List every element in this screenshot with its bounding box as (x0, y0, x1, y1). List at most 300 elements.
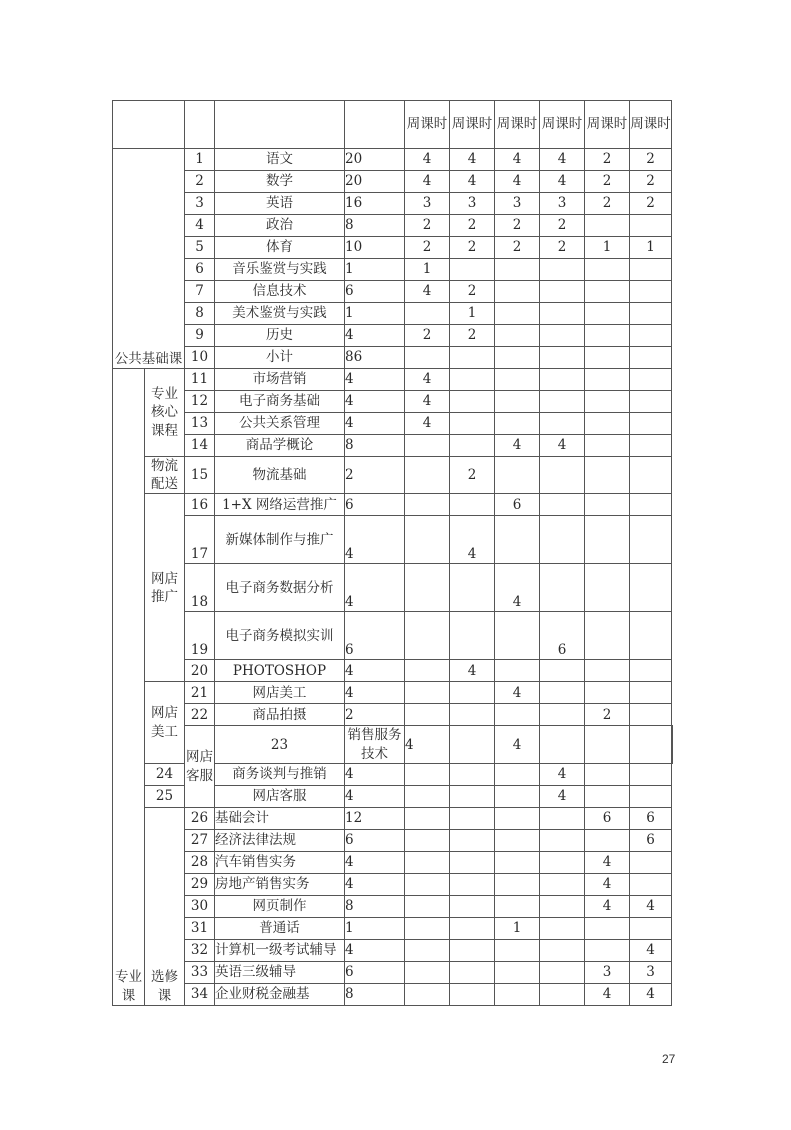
week-hours-value (540, 369, 585, 391)
total-hours: 4 (345, 369, 405, 391)
week-hours-value (450, 369, 495, 391)
week-hours-value: 2 (585, 193, 630, 215)
course-name: 英语 (215, 193, 345, 215)
category-cell: 公共基础课 (113, 149, 185, 369)
week-hours-value (540, 303, 585, 325)
week-hours-value (585, 215, 630, 237)
table-row (113, 325, 673, 347)
table-row (113, 983, 673, 1005)
total-hours: 6 (345, 829, 405, 851)
course-number: 9 (185, 325, 215, 347)
course-name: 汽车销售实务 (215, 851, 345, 873)
week-hours-value: 4 (630, 895, 672, 917)
page-number: 27 (662, 1052, 676, 1066)
total-hours: 6 (345, 961, 405, 983)
course-name: 商务谈判与推销 (215, 763, 345, 785)
course-number: 32 (185, 939, 215, 961)
week-hours-value (585, 516, 630, 564)
week-hours-value: 4 (540, 785, 585, 807)
table-row (113, 660, 673, 682)
subcategory-cell: 选修课 (145, 807, 185, 1005)
week-hours-value (540, 807, 585, 829)
course-number: 21 (185, 682, 215, 704)
week-hours-value (540, 939, 585, 961)
week-hours-value (630, 763, 672, 785)
week-hours-value (585, 939, 630, 961)
course-name: 网店美工 (215, 682, 345, 704)
week-hours-value (540, 347, 585, 369)
week-hours-value (405, 435, 450, 457)
week-hours-value (630, 917, 672, 939)
week-hours-value (495, 807, 540, 829)
header-row (113, 101, 673, 149)
category-cell: 专业课 (113, 369, 145, 1006)
week-hours-value: 3 (495, 193, 540, 215)
total-hours: 4 (345, 851, 405, 873)
week-hours-value: 3 (630, 961, 672, 983)
week-hours-value (405, 851, 450, 873)
total-hours: 12 (345, 807, 405, 829)
total-hours: 4 (345, 325, 405, 347)
week-hours-value (450, 347, 495, 369)
course-number: 1 (185, 149, 215, 171)
week-hours-value: 4 (405, 391, 450, 413)
week-hours-value (450, 612, 495, 660)
week-hours-value: 6 (540, 612, 585, 660)
week-hours-value (450, 564, 495, 612)
course-number: 26 (185, 807, 215, 829)
week-hours-value: 4 (495, 682, 540, 704)
week-hours-value (630, 325, 672, 347)
week-hours-value (540, 851, 585, 873)
table-row (113, 347, 673, 369)
header-week-hours: 周课时 (585, 101, 630, 149)
header-week-hours: 周课时 (495, 101, 540, 149)
total-hours: 1 (345, 917, 405, 939)
table-row (113, 413, 673, 435)
week-hours-value: 4 (405, 149, 450, 171)
week-hours-value (630, 391, 672, 413)
week-hours-value (630, 851, 672, 873)
week-hours-value (450, 939, 495, 961)
course-number: 3 (185, 193, 215, 215)
week-hours-value (630, 259, 672, 281)
total-hours: 4 (405, 726, 450, 763)
week-hours-value: 2 (495, 237, 540, 259)
week-hours-value (405, 785, 450, 807)
week-hours-value: 4 (495, 149, 540, 171)
course-number: 5 (185, 237, 215, 259)
week-hours-value (450, 435, 495, 457)
course-name: 网页制作 (215, 895, 345, 917)
week-hours-value (450, 873, 495, 895)
total-hours: 6 (345, 494, 405, 516)
week-hours-value (450, 726, 495, 763)
week-hours-value (450, 763, 495, 785)
week-hours-value (540, 873, 585, 895)
week-hours-value (405, 961, 450, 983)
total-hours: 1 (345, 259, 405, 281)
week-hours-value (495, 785, 540, 807)
course-number: 12 (185, 391, 215, 413)
week-hours-value (540, 516, 585, 564)
header-category (113, 101, 185, 149)
week-hours-value (540, 895, 585, 917)
table-row (113, 303, 673, 325)
course-name: 电子商务数据分析 (215, 564, 345, 612)
course-name: 音乐鉴赏与实践 (215, 259, 345, 281)
week-hours-value (540, 325, 585, 347)
course-name: 美术鉴赏与实践 (215, 303, 345, 325)
week-hours-value (585, 325, 630, 347)
week-hours-value: 4 (450, 660, 495, 682)
week-hours-value: 4 (585, 983, 630, 1005)
course-number: 22 (185, 704, 215, 726)
total-hours: 4 (345, 939, 405, 961)
week-hours-value: 4 (585, 873, 630, 895)
header-no (185, 101, 215, 149)
course-number: 11 (185, 369, 215, 391)
week-hours-value: 2 (450, 281, 495, 303)
week-hours-value: 4 (405, 281, 450, 303)
course-number: 29 (185, 873, 215, 895)
week-hours-value (630, 660, 672, 682)
course-name: 1+X 网络运营推广 (215, 494, 345, 516)
course-number: 10 (185, 347, 215, 369)
week-hours-value (405, 704, 450, 726)
course-name: 英语三级辅导 (215, 961, 345, 983)
week-hours-value: 2 (450, 457, 495, 494)
week-hours-value: 1 (495, 917, 540, 939)
week-hours-value: 2 (630, 149, 672, 171)
week-hours-value: 1 (450, 303, 495, 325)
total-hours: 86 (345, 347, 405, 369)
week-hours-value (540, 494, 585, 516)
week-hours-value (585, 369, 630, 391)
week-hours-value: 1 (585, 237, 630, 259)
week-hours-value (540, 682, 585, 704)
header-course (215, 101, 345, 149)
week-hours-value (495, 325, 540, 347)
week-hours-value: 4 (630, 939, 672, 961)
week-hours-value: 4 (495, 726, 540, 763)
week-hours-value (630, 704, 672, 726)
week-hours-value (540, 704, 585, 726)
week-hours-value: 2 (585, 171, 630, 193)
table-row (113, 281, 673, 303)
week-hours-value: 2 (450, 215, 495, 237)
table-row (113, 435, 673, 457)
week-hours-value: 2 (630, 193, 672, 215)
week-hours-value: 4 (495, 564, 540, 612)
week-hours-value (630, 785, 672, 807)
week-hours-value: 3 (405, 193, 450, 215)
week-hours-value (495, 391, 540, 413)
week-hours-value (585, 829, 630, 851)
total-hours: 2 (345, 704, 405, 726)
total-hours: 4 (345, 785, 405, 807)
week-hours-value: 4 (630, 983, 672, 1005)
total-hours: 4 (345, 873, 405, 895)
course-name: 销售服务技术 (345, 726, 405, 763)
week-hours-value: 4 (540, 171, 585, 193)
course-hours-table (112, 100, 673, 1006)
week-hours-value (630, 369, 672, 391)
week-hours-value: 4 (405, 369, 450, 391)
course-number: 14 (185, 435, 215, 457)
subcategory-cell: 专业核心课程 (145, 369, 185, 457)
course-name: 语文 (215, 149, 345, 171)
week-hours-value (495, 983, 540, 1005)
week-hours-value (495, 939, 540, 961)
week-hours-value: 4 (585, 895, 630, 917)
week-hours-value (630, 413, 672, 435)
week-hours-value (405, 939, 450, 961)
week-hours-value: 2 (450, 237, 495, 259)
week-hours-value (585, 917, 630, 939)
week-hours-value: 2 (405, 237, 450, 259)
table-row (113, 564, 673, 612)
course-name: 计算机一级考试辅导 (215, 939, 345, 961)
week-hours-value: 4 (450, 171, 495, 193)
table-row (113, 149, 673, 171)
week-hours-value (495, 829, 540, 851)
course-number: 31 (185, 917, 215, 939)
table-row (113, 873, 673, 895)
week-hours-value (540, 961, 585, 983)
table-row (113, 494, 673, 516)
week-hours-value (495, 457, 540, 494)
week-hours-value (405, 873, 450, 895)
course-number: 7 (185, 281, 215, 303)
week-hours-value (585, 259, 630, 281)
course-number: 33 (185, 961, 215, 983)
week-hours-value (495, 873, 540, 895)
total-hours: 4 (345, 391, 405, 413)
course-name: 小计 (215, 347, 345, 369)
table-row (113, 457, 673, 494)
course-number: 24 (145, 763, 185, 785)
week-hours-value (630, 516, 672, 564)
week-hours-value (540, 564, 585, 612)
table-body (113, 101, 673, 1006)
total-hours: 4 (345, 516, 405, 564)
week-hours-value: 3 (540, 193, 585, 215)
total-hours: 6 (345, 281, 405, 303)
course-number: 15 (185, 457, 215, 494)
course-name: 公共关系管理 (215, 413, 345, 435)
week-hours-value (540, 281, 585, 303)
week-hours-value (495, 303, 540, 325)
table-row (113, 704, 673, 726)
table-row (113, 612, 673, 660)
table-row (113, 807, 673, 829)
week-hours-value (450, 851, 495, 873)
week-hours-value: 1 (630, 237, 672, 259)
course-name: 历史 (215, 325, 345, 347)
total-hours: 16 (345, 193, 405, 215)
week-hours-value (450, 895, 495, 917)
course-name: 电子商务基础 (215, 391, 345, 413)
table-row (113, 193, 673, 215)
week-hours-value (540, 726, 585, 763)
course-number: 20 (185, 660, 215, 682)
course-name: 市场营销 (215, 369, 345, 391)
course-name: 普通话 (215, 917, 345, 939)
table-row (113, 726, 673, 763)
week-hours-value (540, 413, 585, 435)
course-number: 19 (185, 612, 215, 660)
week-hours-value: 4 (405, 171, 450, 193)
week-hours-value (495, 347, 540, 369)
week-hours-value (672, 726, 673, 763)
week-hours-value (630, 612, 672, 660)
total-hours: 4 (345, 682, 405, 704)
week-hours-value (450, 494, 495, 516)
course-name: 基础会计 (215, 807, 345, 829)
week-hours-value (495, 704, 540, 726)
week-hours-value: 2 (450, 325, 495, 347)
week-hours-value (585, 785, 630, 807)
week-hours-value: 2 (540, 237, 585, 259)
course-name: 企业财税金融基 (215, 983, 345, 1005)
week-hours-value: 4 (585, 851, 630, 873)
table-row (113, 516, 673, 564)
week-hours-value (450, 704, 495, 726)
week-hours-value (495, 369, 540, 391)
week-hours-value (630, 347, 672, 369)
week-hours-value (585, 281, 630, 303)
week-hours-value (585, 391, 630, 413)
table-row (113, 961, 673, 983)
total-hours: 1 (345, 303, 405, 325)
header-week-hours: 周课时 (540, 101, 585, 149)
week-hours-value (585, 612, 630, 660)
week-hours-value (450, 259, 495, 281)
header-week-hours: 周课时 (405, 101, 450, 149)
week-hours-value: 6 (495, 494, 540, 516)
course-number: 28 (185, 851, 215, 873)
week-hours-value (585, 435, 630, 457)
week-hours-value (630, 457, 672, 494)
week-hours-value (540, 391, 585, 413)
week-hours-value: 3 (450, 193, 495, 215)
course-name: 房地产销售实务 (215, 873, 345, 895)
week-hours-value (405, 895, 450, 917)
week-hours-value: 6 (630, 807, 672, 829)
week-hours-value (585, 763, 630, 785)
week-hours-value: 3 (585, 961, 630, 983)
week-hours-value (405, 612, 450, 660)
week-hours-value (450, 807, 495, 829)
week-hours-value: 4 (540, 435, 585, 457)
course-name: 物流基础 (215, 457, 345, 494)
course-name: 信息技术 (215, 281, 345, 303)
course-name: 电子商务模拟实训 (215, 612, 345, 660)
week-hours-value (450, 413, 495, 435)
table-row (113, 939, 673, 961)
course-name: 经济法律法规 (215, 829, 345, 851)
table-row (113, 259, 673, 281)
week-hours-value: 2 (540, 215, 585, 237)
course-name: 商品学概论 (215, 435, 345, 457)
header-week-hours: 周课时 (450, 101, 495, 149)
week-hours-value (585, 303, 630, 325)
week-hours-value (495, 413, 540, 435)
table-row (113, 215, 673, 237)
week-hours-value (405, 516, 450, 564)
week-hours-value (405, 457, 450, 494)
week-hours-value (630, 303, 672, 325)
table-row (113, 829, 673, 851)
table-row (113, 682, 673, 704)
week-hours-value (630, 873, 672, 895)
course-number: 27 (185, 829, 215, 851)
week-hours-value (585, 682, 630, 704)
table-row (113, 895, 673, 917)
week-hours-value (495, 281, 540, 303)
header-total (345, 101, 405, 149)
subcategory-cell: 网店客服 (185, 726, 215, 807)
total-hours: 8 (345, 215, 405, 237)
week-hours-value (405, 564, 450, 612)
week-hours-value (495, 259, 540, 281)
week-hours-value (630, 281, 672, 303)
course-number: 30 (185, 895, 215, 917)
subcategory-cell: 网店美工 (145, 682, 185, 763)
course-number: 13 (185, 413, 215, 435)
table-row (113, 369, 673, 391)
week-hours-value (450, 961, 495, 983)
week-hours-value (540, 457, 585, 494)
week-hours-value (585, 457, 630, 494)
week-hours-value (585, 564, 630, 612)
total-hours: 8 (345, 435, 405, 457)
course-number: 6 (185, 259, 215, 281)
week-hours-value (585, 660, 630, 682)
week-hours-value (405, 829, 450, 851)
week-hours-value (495, 961, 540, 983)
week-hours-value: 2 (630, 171, 672, 193)
total-hours: 8 (345, 895, 405, 917)
week-hours-value: 4 (495, 435, 540, 457)
week-hours-value: 2 (405, 325, 450, 347)
week-hours-value (540, 829, 585, 851)
week-hours-value: 6 (585, 807, 630, 829)
week-hours-value: 4 (450, 516, 495, 564)
table-row (113, 391, 673, 413)
course-number: 18 (185, 564, 215, 612)
week-hours-value (495, 612, 540, 660)
week-hours-value (540, 259, 585, 281)
total-hours: 6 (345, 612, 405, 660)
table-row (113, 237, 673, 259)
total-hours: 20 (345, 149, 405, 171)
week-hours-value: 2 (585, 149, 630, 171)
week-hours-value (405, 807, 450, 829)
week-hours-value (585, 494, 630, 516)
week-hours-value (540, 917, 585, 939)
week-hours-value (630, 215, 672, 237)
week-hours-value: 2 (405, 215, 450, 237)
course-name: 数学 (215, 171, 345, 193)
course-number: 16 (185, 494, 215, 516)
week-hours-value (405, 494, 450, 516)
week-hours-value (405, 917, 450, 939)
week-hours-value (630, 682, 672, 704)
header-week-hours: 周课时 (630, 101, 672, 149)
week-hours-value (495, 516, 540, 564)
